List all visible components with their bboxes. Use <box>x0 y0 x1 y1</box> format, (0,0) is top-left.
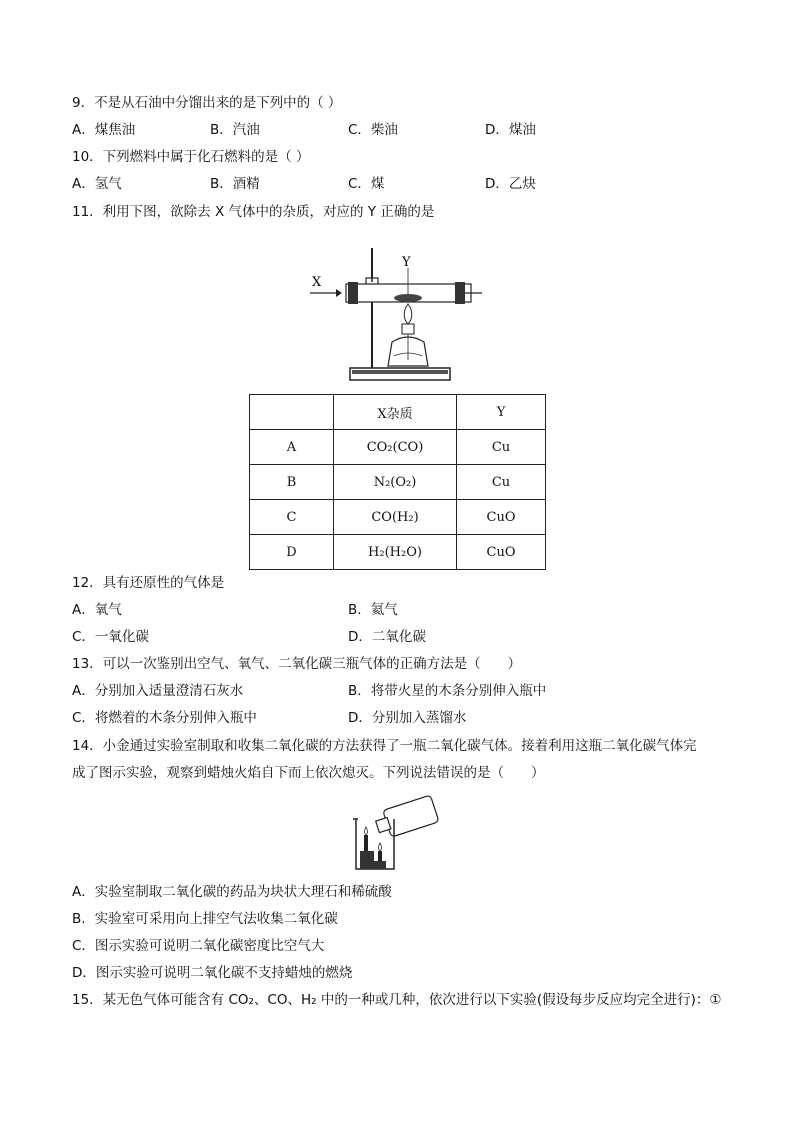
table-cell: B <box>250 465 334 500</box>
table-header-cell <box>250 395 334 430</box>
question-12-option-d: D．二氧化碳 <box>348 629 426 645</box>
question-10-stem: 10．下列燃料中属于化石燃料的是（ ） <box>72 149 310 165</box>
table-row <box>250 535 546 570</box>
question-10-option-a: A．氢气 <box>72 176 122 192</box>
question-9-option-c: C．柴油 <box>348 122 398 138</box>
candle-experiment-diagram <box>348 793 440 873</box>
question-12-option-b: B．氦气 <box>348 602 398 618</box>
question-9-option-d: D．煤油 <box>485 122 536 138</box>
question-15-stem: 15．某无色气体可能含有 CO₂、CO、H₂ 中的一种或几种，依次进行以下实验(假设每步反应均完全进行)：① <box>72 992 722 1008</box>
question-14-option-d: D．图示实验可说明二氧化碳不支持蜡烛的燃烧 <box>72 965 353 981</box>
question-12-stem: 12．具有还原性的气体是 <box>72 575 225 591</box>
question-14-option-c: C．图示实验可说明二氧化碳密度比空气大 <box>72 938 325 954</box>
question-11-table <box>249 394 546 570</box>
table-header-cell: Y <box>457 395 546 430</box>
question-12-option-c: C．一氧化碳 <box>72 629 149 645</box>
question-13-option-c: C．将燃着的木条分别伸入瓶中 <box>72 710 257 726</box>
question-9-stem: 9．不是从石油中分馏出来的是下列中的（ ） <box>72 95 342 111</box>
table-cell: CO(H₂) <box>334 500 457 535</box>
table-row <box>250 465 546 500</box>
question-14-option-a: A．实验室制取二氧化碳的药品为块状大理石和稀硫酸 <box>72 884 392 900</box>
question-9-option-b: B．汽油 <box>210 122 260 138</box>
table-cell: CuO <box>457 500 546 535</box>
question-14-stem-line2: 成了图示实验，观察到蜡烛火焰自下而上依次熄灭。下列说法错误的是（ ） <box>72 765 545 781</box>
question-9-option-a: A．煤焦油 <box>72 122 136 138</box>
question-14-option-b: B．实验室可采用向上排空气法收集二氧化碳 <box>72 911 338 927</box>
question-11-stem: 11．利用下图，欲除去 X 气体中的杂质，对应的 Y 正确的是 <box>72 204 435 220</box>
question-13-option-a: A．分别加入适量澄清石灰水 <box>72 683 244 699</box>
question-12-option-a: A．氧气 <box>72 602 122 618</box>
table-cell: Cu <box>457 430 546 465</box>
question-13-stem: 13．可以一次鉴别出空气、氧气、二氧化碳三瓶气体的正确方法是（ ） <box>72 656 522 672</box>
table-cell: N₂(O₂) <box>334 465 457 500</box>
label-x: X <box>312 275 322 290</box>
question-13-option-d: D．分别加入蒸馏水 <box>348 710 467 726</box>
question-10-option-b: B．酒精 <box>210 176 260 192</box>
table-cell: CO₂(CO) <box>334 430 457 465</box>
question-14-stem-line1: 14．小金通过实验室制取和收集二氧化碳的方法获得了一瓶二氧化碳气体。接着利用这瓶二氧化碳气体完 <box>72 738 697 754</box>
table-cell: A <box>250 430 334 465</box>
table-row <box>250 430 546 465</box>
table-header-cell: X杂质 <box>334 395 457 430</box>
label-y: Y <box>402 255 411 270</box>
apparatus-diagram <box>300 238 490 384</box>
table-cell: Cu <box>457 465 546 500</box>
table-header-row <box>250 395 546 430</box>
table-cell: C <box>250 500 334 535</box>
question-13-option-b: B．将带火星的木条分别伸入瓶中 <box>348 683 547 699</box>
table-row <box>250 500 546 535</box>
table-cell: H₂(H₂O) <box>334 535 457 570</box>
question-10-option-d: D．乙炔 <box>485 176 536 192</box>
question-10-option-c: C．煤 <box>348 176 385 192</box>
table-cell: D <box>250 535 334 570</box>
table-cell: CuO <box>457 535 546 570</box>
